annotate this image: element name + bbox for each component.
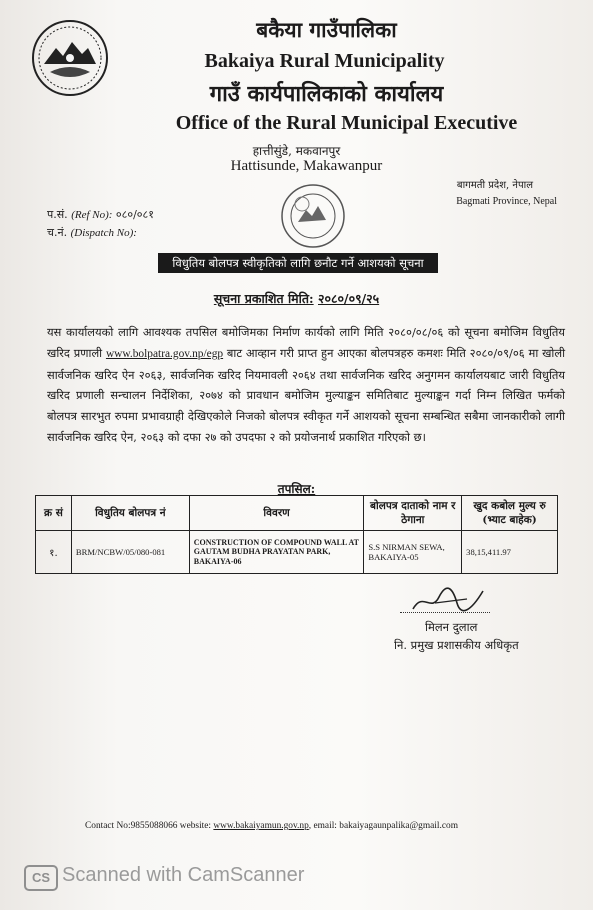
ref-number [47, 207, 154, 222]
publication-date-label: सूचना प्रकाशित मिति: [213, 291, 314, 306]
camscanner-logo-icon: CS [24, 865, 58, 891]
email-address[interactable]: bakaiyagaunpalika@gmail.com [339, 821, 458, 831]
ref-label-english: (Ref No): [71, 209, 113, 221]
ref-value: ०८०/०८१ [115, 208, 154, 221]
cell-sn: १. [36, 531, 72, 574]
cell-bid-no: BRM/NCBW/05/080-081 [71, 531, 189, 574]
cell-amount: 38,15,411.97 [462, 531, 558, 574]
table-header-row [36, 496, 558, 531]
cell-bidder: S.S NIRMAN SEWA, BAKAIYA-05 [364, 531, 462, 574]
email-label: email: [313, 821, 337, 831]
ref-label-nepali: प.सं. [47, 208, 68, 221]
signatory-title: नि. प्रमुख प्रशासकीय अधिकृत [394, 638, 519, 652]
col-header-description: विवरण [189, 496, 364, 531]
table-row [36, 531, 558, 574]
bolpatra-link[interactable]: www.bolpatra.gov.np/egp [105, 347, 224, 360]
col-header-amount: खुद कबोल मुल्य रु (भ्याट बाहेक) [462, 496, 558, 531]
notice-title: विधुतिय बोलपत्र स्वीकृतिको लागि छनौट गर्ने आशयको सूचना [158, 253, 438, 273]
dispatch-label-nepali: च.नं. [47, 226, 68, 239]
col-header-sn: क्र सं [36, 496, 72, 531]
body-text-part1: यस कार्यालयको लागि आवश्यक तपसिल बमोजिमका निर्माण कार्यको लागि मिति २०८०/०८/०६ को सूचना बमोजिम विधुतिय खरिद प्रणाली [47, 325, 565, 360]
website-link[interactable]: www.bakaiyamun.gov.np [213, 821, 309, 831]
col-header-bidder: बोलपत्र दाताको नाम र ठेगाना [364, 496, 462, 531]
province-nepali: बागमती प्रदेश, नेपाल [456, 180, 533, 191]
bid-table [35, 495, 558, 574]
scanner-watermark: Scanned with CamScanner [62, 864, 305, 886]
cell-description: CONSTRUCTION OF COMPOUND WALL AT GAUTAM BUDHA PRAYATAN PARK, BAKAIYA-06 [189, 531, 364, 574]
municipality-name-english: Bakaiya Rural Municipality [204, 50, 445, 72]
signatory-name: मिलन दुलाल [425, 620, 478, 634]
col-header-bid-no: विधुतिय बोलपत्र नं [71, 496, 189, 531]
dispatch-number [47, 225, 137, 240]
body-text-part2: बाट आव्हान गरी प्राप्त हुन आएका बोलपत्रहरु कमशः मिति २०८०/०९/०६ मा खोली सार्वजनिक खरिद ऐन २०६३, सार्वजनिक खरिद नियमावली २०६४ तथा सार्वजनिक खरिद अनुगमन कार्यालयबाट जारी विधुतिय खरिद प्रणाली सन्चालन निर्देशिका, २०७४ को प्रावधान बमोजिम मुल्याङ्कन समितिबाट मुल्याङ्कन गर्दा निम्न लिखित फर्मको बोलपत्र सारभुत रुपमा प्रभावग्राही देखिएकोले निजको बोलपत्र स्वीकृत गर्ने आशयको सूचना सम्बन्धित सबैमा जानकारीको लागी सार्वजनिक खरिद ऐन, २०६३ को दफा २७ को उपदफा २ को प्रयोजनार्थ प्रकाशित गरिएको छ। [47, 345, 566, 444]
location-nepali: हात्तीसुंडे, मकवानपुर [252, 144, 341, 158]
footer-contact: Contact No:9855088066 website: www.bakaiyamun.gov.np, email: bakaiyagaunpalika@gmail.com [85, 821, 458, 831]
municipality-name-nepali: बकैया गाउँपालिका [256, 17, 397, 42]
contact-number: Contact No:9855088066 [85, 821, 178, 831]
publication-date [0, 290, 593, 307]
office-stamp [268, 182, 358, 250]
office-name-english: Office of the Rural Municipal Executive [175, 112, 518, 134]
details-heading: तपसिल: [277, 482, 316, 496]
province-english: Bagmati Province, Nepal [456, 196, 557, 207]
publication-date-value: २०८०/०९/२५ [318, 291, 380, 306]
dispatch-label-english: (Dispatch No): [70, 227, 137, 239]
location-english: Hattisunde, Makawanpur [230, 158, 383, 174]
signature-line [400, 612, 490, 613]
website-label: website: [179, 821, 212, 831]
notice-body [47, 322, 565, 448]
office-name-nepali: गाउँ कार्यपालिकाको कार्यालय [209, 81, 444, 107]
